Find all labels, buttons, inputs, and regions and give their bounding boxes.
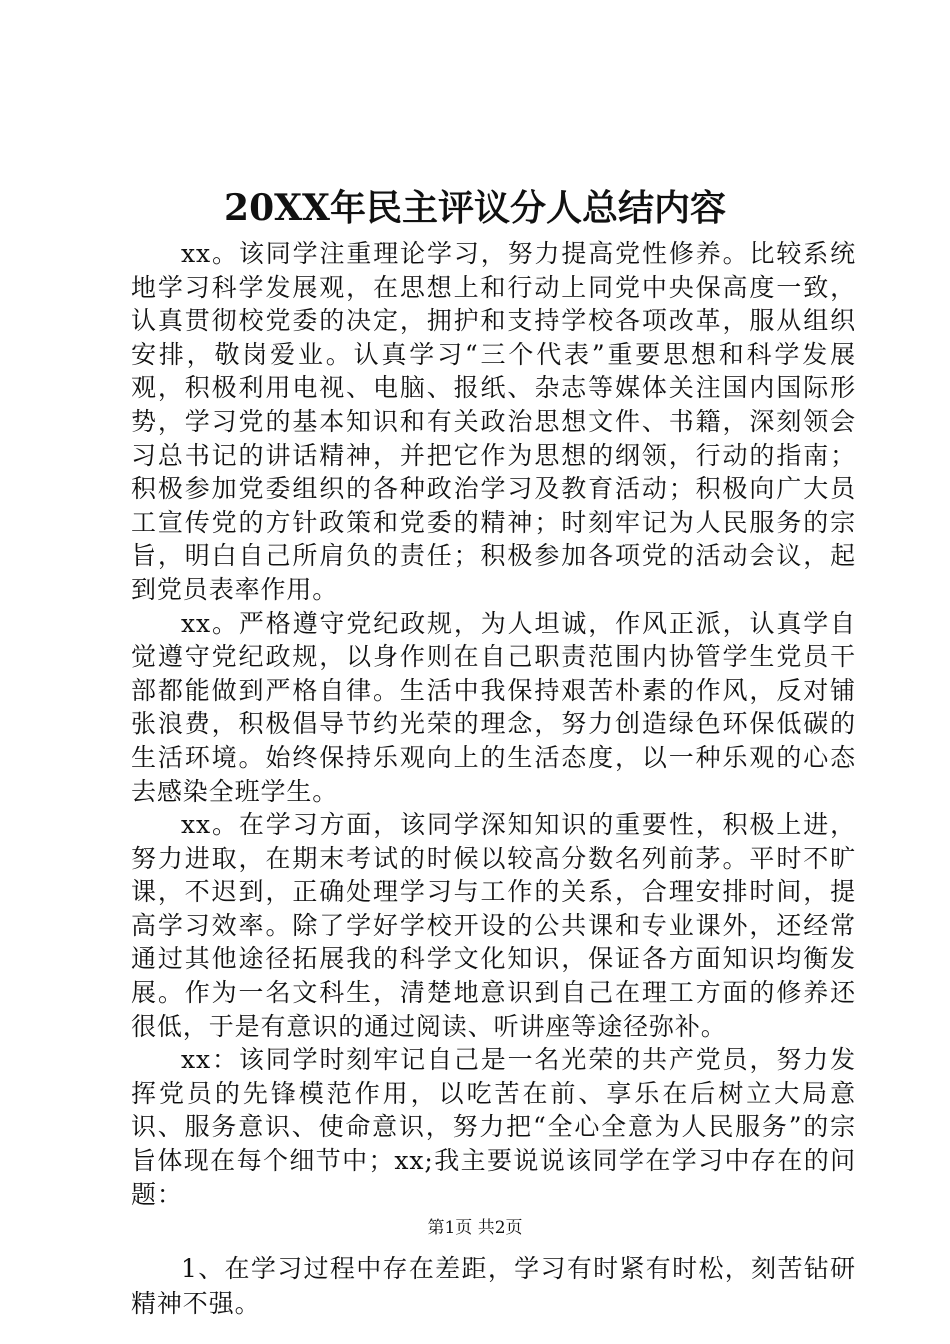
document-body xyxy=(131,237,856,1321)
paragraph-4: xx：该同学时刻牢记自己是一名光荣的共产党员，努力发挥党员的先锋模范作用，以吃苦在前、享乐在后树立大局意识、服务意识、使命意识，努力把“全心全意为人民服务”的宗旨体现在每个细节中；xx;我主要说说该同学在学习中存在的问题： xyxy=(131,1045,856,1209)
page-footer: 第1页 共2页 xyxy=(427,1218,523,1238)
paragraph-1: xx。该同学注重理论学习，努力提高党性修养。比较系统地学习科学发展观，在思想上和行动上同党中央保高度一致，认真贯彻校党委的决定，拥护和支持学校各项改革，服从组织安排，敬岗爱业。认真学习“三个代表”重要思想和科学发展观，积极利用电视、电脑、报纸、杂志等媒体关注国内国际形势，学习党的基本知识和有关政治思想文件、书籍，深刻领会习总书记的讲话精神，并把它作为思想的纲领，行动的指南；积极参加党委组织的各种政治学习及教育活动；积极向广大员工宣传党的方针政策和党委的精神；时刻牢记为人民服务的宗旨，明白自己所肩负的责任；积极参加各项党的活动会议，起到党员表率作用。 xyxy=(131,239,856,604)
list-item-1: 1、在学习过程中存在差距，学习有时紧有时松，刻苦钻研精神不强。 xyxy=(131,1254,856,1319)
paragraph-2: xx。严格遵守党纪政规，为人坦诚，作风正派，认真学自觉遵守党纪政规，以身作则在自己职责范围内协管学生党员干部都能做到严格自律。生活中我保持艰苦朴素的作风，反对铺张浪费，积极倡导节约光荣的理念，努力创造绿色环保低碳的生活环境。始终保持乐观向上的生活态度，以一种乐观的心态去感染全班学生。 xyxy=(131,608,856,806)
document-title: 20XX年民主评议分人总结内容 xyxy=(224,187,726,229)
paragraph-3: xx。在学习方面，该同学深知知识的重要性，积极上进，努力进取，在期末考试的时候以较高分数名列前茅。平时不旷课，不迟到，正确处理学习与工作的关系，合理安排时间，提高学习效率。除了学好学校开设的公共课和专业课外，还经常通过其他途径拓展我的科学文化知识，保证各方面知识均衡发展。作为一名文科生，清楚地意识到自己在理工方面的修养还很低，于是有意识的通过阅读、听讲座等途径弥补。 xyxy=(131,810,856,1041)
